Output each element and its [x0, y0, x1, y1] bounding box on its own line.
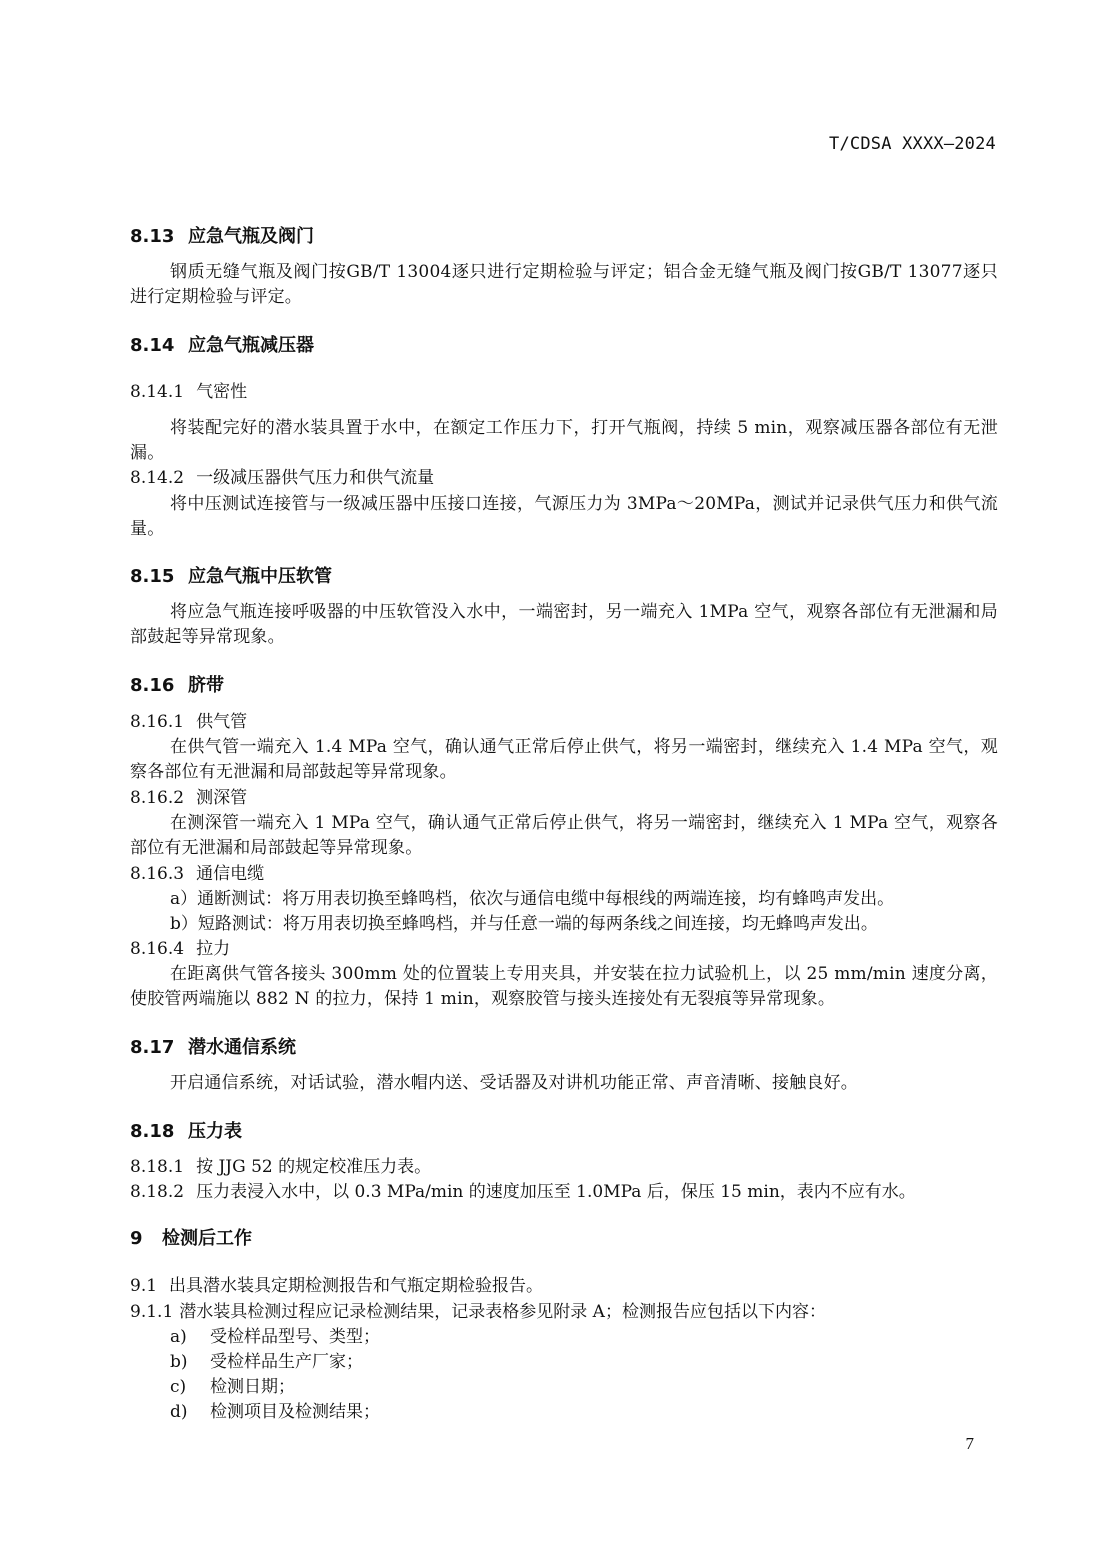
subsection-number: 8.18.1 [130, 1157, 185, 1177]
subsection-number: 8.16.3 [130, 864, 185, 884]
item-label: b) [170, 1352, 188, 1372]
continuity-test-item: a）通断测试：将万用表切换至蜂鸣档，依次与通信电缆中每根线的两端连接，均有蜂鸣声发出。 [170, 889, 895, 909]
section-title: 应急气瓶减压器 [188, 335, 314, 356]
section-title: 应急气瓶及阀门 [188, 226, 314, 247]
section-title: 检测后工作 [162, 1228, 252, 1249]
section-number: 8.14 [130, 335, 175, 356]
section-number: 8.18 [130, 1121, 175, 1142]
subsection-text: 出具潜水装具定期检测报告和气瓶定期检验报告。 [169, 1276, 544, 1296]
section-title: 脐带 [188, 675, 224, 696]
section-8-17-paragraph: 开启通信系统，对话试验，潜水帽内送、受话器及对讲机功能正常、声音清晰、接触良好。 [170, 1073, 858, 1093]
report-content-item [170, 1326, 998, 1348]
subsection-8-16-2-heading [130, 787, 998, 809]
item-label: d) [170, 1402, 188, 1422]
subsection-title: 供气管 [196, 712, 248, 732]
item-text: 检测项目及检测结果； [210, 1402, 380, 1422]
item-label: a) [170, 1327, 187, 1347]
section-number: 8.16 [130, 675, 175, 696]
section-title: 潜水通信系统 [188, 1037, 296, 1058]
subsection-8-14-2-heading [130, 467, 998, 489]
section-8-13-paragraph: 钢质无缝气瓶及阀门按GB/T 13004逐只进行定期检验与评定；铝合金无缝气瓶及阀门按GB/T 13077逐只进行定期检验与评定。 [130, 262, 998, 307]
subsection-number: 8.14.1 [130, 382, 185, 402]
section-title: 压力表 [188, 1121, 242, 1142]
subsection-title: 测深管 [196, 788, 248, 808]
page-number: 7 [965, 1434, 974, 1453]
section-8-13-heading [130, 226, 998, 248]
section-8-18-heading [130, 1121, 998, 1143]
document-id-header: T/CDSA XXXX—2024 [829, 134, 996, 154]
item-text: 受检样品型号、类型； [210, 1327, 380, 1347]
subsection-8-14-1-paragraph: 将装配完好的潜水装具置于水中，在额定工作压力下，打开气瓶阀，持续 5 min，观察减压器各部位有无泄漏。 [130, 418, 998, 463]
subsection-8-16-4-paragraph: 在距离供气管各接头 300mm 处的位置装上专用夹具，并安装在拉力试验机上，以 25 mm/min 速度分离，使胶管两端施以 882 N 的拉力，保持 1 min，观察胶管与接头连接处有无裂痕等异常现象。 [130, 964, 998, 1009]
subsection-number: 8.16.2 [130, 788, 185, 808]
subsection-8-16-3-heading [130, 863, 998, 885]
subsection-title: 通信电缆 [196, 864, 265, 884]
subsection-8-14-1-heading [130, 381, 998, 403]
subsection-text: 压力表浸入水中，以 0.3 MPa/min 的速度加压至 1.0MPa 后，保压 15 min，表内不应有水。 [196, 1182, 916, 1202]
item-text: 检测日期； [210, 1377, 295, 1397]
subsection-title: 一级减压器供气压力和供气流量 [196, 468, 435, 488]
subsection-8-16-1-heading [130, 711, 998, 733]
subsection-title: 拉力 [196, 939, 231, 959]
subsection-number: 9.1 [130, 1276, 158, 1296]
subsection-text: 潜水装具检测过程应记录检测结果，记录表格参见附录 A；检测报告应包括以下内容： [179, 1302, 826, 1322]
section-8-14-heading [130, 335, 998, 357]
section-number: 8.15 [130, 566, 175, 587]
section-8-17-heading [130, 1037, 998, 1059]
subsection-text: 按 JJG 52 的规定校准压力表。 [196, 1157, 432, 1177]
report-content-item [170, 1401, 998, 1423]
section-8-15-paragraph: 将应急气瓶连接呼吸器的中压软管没入水中，一端密封，另一端充入 1MPa 空气，观察各部位有无泄漏和局部鼓起等异常现象。 [130, 602, 998, 647]
subsection-8-16-2-paragraph: 在测深管一端充入 1 MPa 空气，确认通气正常后停止供气，将另一端密封，继续充入 1 MPa 空气，观察各部位有无泄漏和局部鼓起等异常现象。 [130, 813, 998, 858]
subsection-8-16-1-paragraph: 在供气管一端充入 1.4 MPa 空气，确认通气正常后停止供气，将另一端密封，继续充入 1.4 MPa 空气，观察各部位有无泄漏和局部鼓起等异常现象。 [130, 737, 998, 782]
item-label: c) [170, 1377, 187, 1397]
subsection-number: 8.16.1 [130, 712, 185, 732]
section-title: 应急气瓶中压软管 [188, 566, 332, 587]
subsection-number: 8.16.4 [130, 939, 185, 959]
subsection-9-1 [130, 1275, 998, 1297]
subsection-8-18-2 [130, 1181, 998, 1203]
section-number: 8.13 [130, 226, 175, 247]
section-8-15-heading [130, 566, 998, 588]
short-circuit-test-item: b）短路测试：将万用表切换至蜂鸣档，并与任意一端的每两条线之间连接，均无蜂鸣声发出。 [170, 914, 878, 934]
subsection-number: 9.1.1 [130, 1302, 174, 1322]
subsection-8-14-2-paragraph: 将中压测试连接管与一级减压器中压接口连接，气源压力为 3MPa～20MPa，测试并记录供气压力和供气流量。 [130, 494, 998, 539]
subsection-9-1-1 [130, 1301, 998, 1323]
section-9-heading [130, 1228, 998, 1250]
section-number: 8.17 [130, 1037, 175, 1058]
subsection-number: 8.14.2 [130, 468, 185, 488]
section-number: 9 [130, 1228, 143, 1249]
subsection-8-18-1 [130, 1156, 998, 1178]
item-text: 受检样品生产厂家； [210, 1352, 363, 1372]
section-8-16-heading [130, 675, 998, 697]
report-content-item [170, 1351, 998, 1373]
report-content-item [170, 1376, 998, 1398]
subsection-number: 8.18.2 [130, 1182, 185, 1202]
subsection-8-16-4-heading [130, 938, 998, 960]
subsection-title: 气密性 [196, 382, 248, 402]
